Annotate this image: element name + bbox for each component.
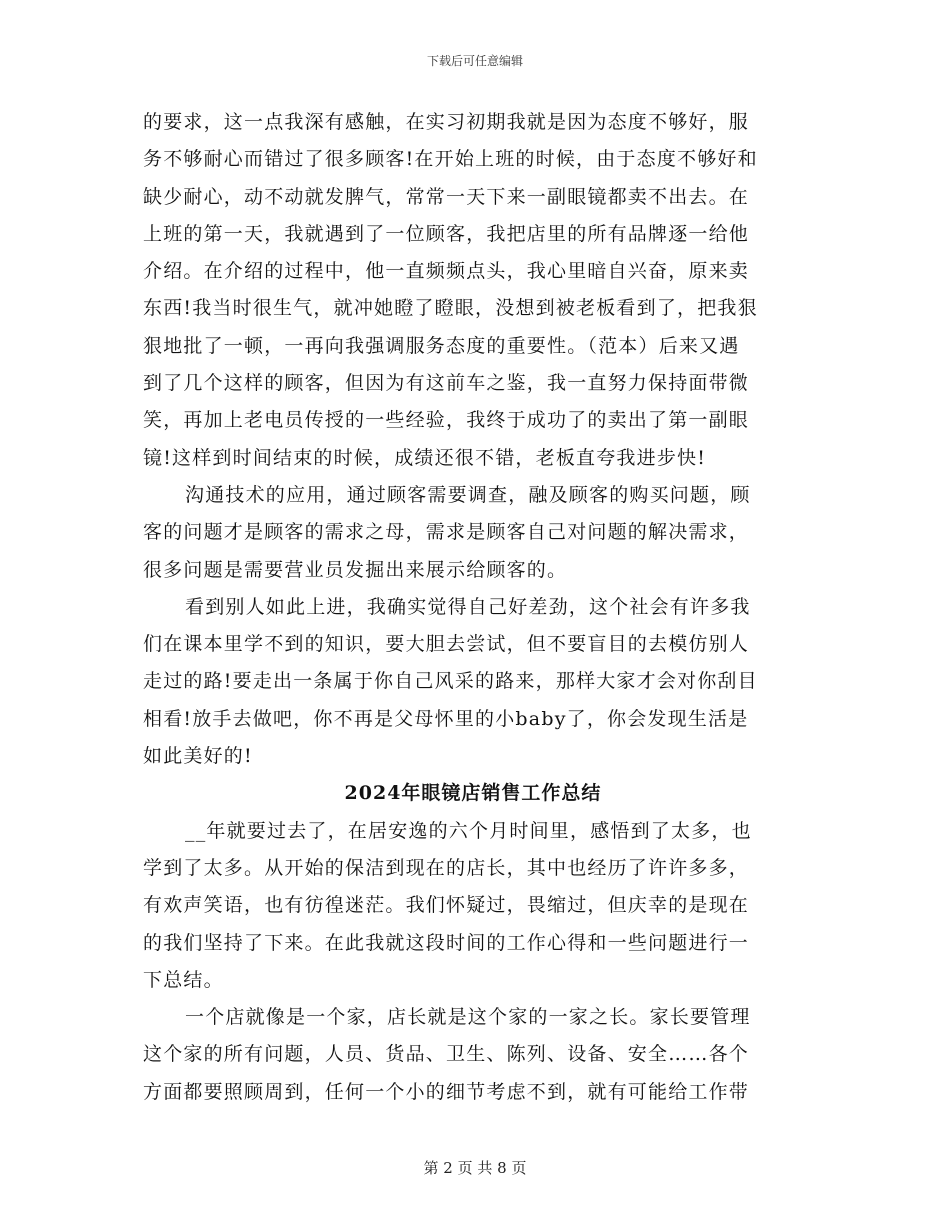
paragraph xyxy=(143,104,803,477)
text-line: 上班的第一天，我就遇到了一位顾客，我把店里的所有品牌逐一给他 xyxy=(143,222,750,245)
paragraph xyxy=(143,813,803,999)
text-line: 看到别人如此上进，我确实觉得自己好差劲，这个社会有许多我 xyxy=(185,595,751,618)
text-line: 镜!这样到时间结束的时候，成绩还很不错，老板直夸我进步快! xyxy=(143,446,707,469)
page-header: 下载后可任意编辑 xyxy=(426,54,523,68)
text-line: 很多问题是需要营业员发掘出来展示给顾客的。 xyxy=(143,558,568,581)
text-line: 们在课本里学不到的知识，要大胆去尝试，但不要盲目的去模仿别人 xyxy=(143,633,750,656)
text-line: 狠地批了一顿，一再向我强调服务态度的重要性。（范本）后来又遇 xyxy=(143,334,740,357)
text-line: 的要求，这一点我深有感触，在实习初期我就是因为态度不够好，服 xyxy=(143,111,750,133)
text-line: 如此美好的! xyxy=(143,745,253,768)
text-line: 东西!我当时很生气，就冲她瞪了瞪眼，没想到被老板看到了，把我狠 xyxy=(143,297,758,320)
section-title: 2024年眼镜店销售工作总结 xyxy=(344,782,602,805)
text-line: 沟通技术的应用，通过顾客需要调查，融及顾客的购买问题，顾 xyxy=(185,483,751,506)
text-line: 这个家的所有问题，人员、货品、卫生、陈列、设备、安全……各个 xyxy=(143,1043,750,1066)
text-line: 相看!放手去做吧，你不再是父母怀里的小baby了，你会发现生活是 xyxy=(143,707,749,730)
text-line: 一个店就像是一个家，店长就是这个家的一家之长。家长要管理 xyxy=(185,1006,751,1029)
text-line: __年就要过去了，在居安逸的六个月时间里，感悟到了太多，也 xyxy=(185,819,752,842)
document-body xyxy=(143,104,803,1111)
text-line: 到了几个这样的顾客，但因为有这前车之鉴，我一直努力保持面带微 xyxy=(143,372,750,395)
text-line: 有欢声笑语，也有彷徨迷茫。我们怀疑过，畏缩过，但庆幸的是现在 xyxy=(143,894,750,917)
page-footer: 第 2 页 共 8 页 xyxy=(423,1159,527,1177)
paragraph xyxy=(143,477,803,589)
paragraph xyxy=(143,999,803,1111)
paragraph xyxy=(143,589,803,775)
text-line: 方面都要照顾周到，任何一个小的细节考虑不到，就有可能给工作带 xyxy=(143,1080,750,1103)
text-line: 务不够耐心而错过了很多顾客!在开始上班的时候，由于态度不够好和 xyxy=(143,148,758,171)
text-line: 学到了太多。从开始的保洁到现在的店长，其中也经历了许许多多， xyxy=(143,856,750,879)
text-line: 下总结。 xyxy=(143,968,224,991)
text-line: 缺少耐心，动不动就发脾气，常常一天下来一副眼镜都卖不出去。在 xyxy=(143,185,750,208)
text-line: 笑，再加上老电员传授的一些经验，我终于成功了的卖出了第一副眼 xyxy=(143,409,750,432)
text-line: 介绍。在介绍的过程中，他一直频频点头，我心里暗自兴奋，原来卖 xyxy=(143,260,750,283)
text-line: 的我们坚持了下来。在此我就这段时间的工作心得和一些问题进行一 xyxy=(143,931,750,954)
text-line: 客的问题才是顾客的需求之母，需求是顾客自己对问题的解决需求， xyxy=(143,521,750,544)
text-line: 走过的路!要走出一条属于你自己风采的路来，那样大家才会对你刮目 xyxy=(143,670,758,693)
